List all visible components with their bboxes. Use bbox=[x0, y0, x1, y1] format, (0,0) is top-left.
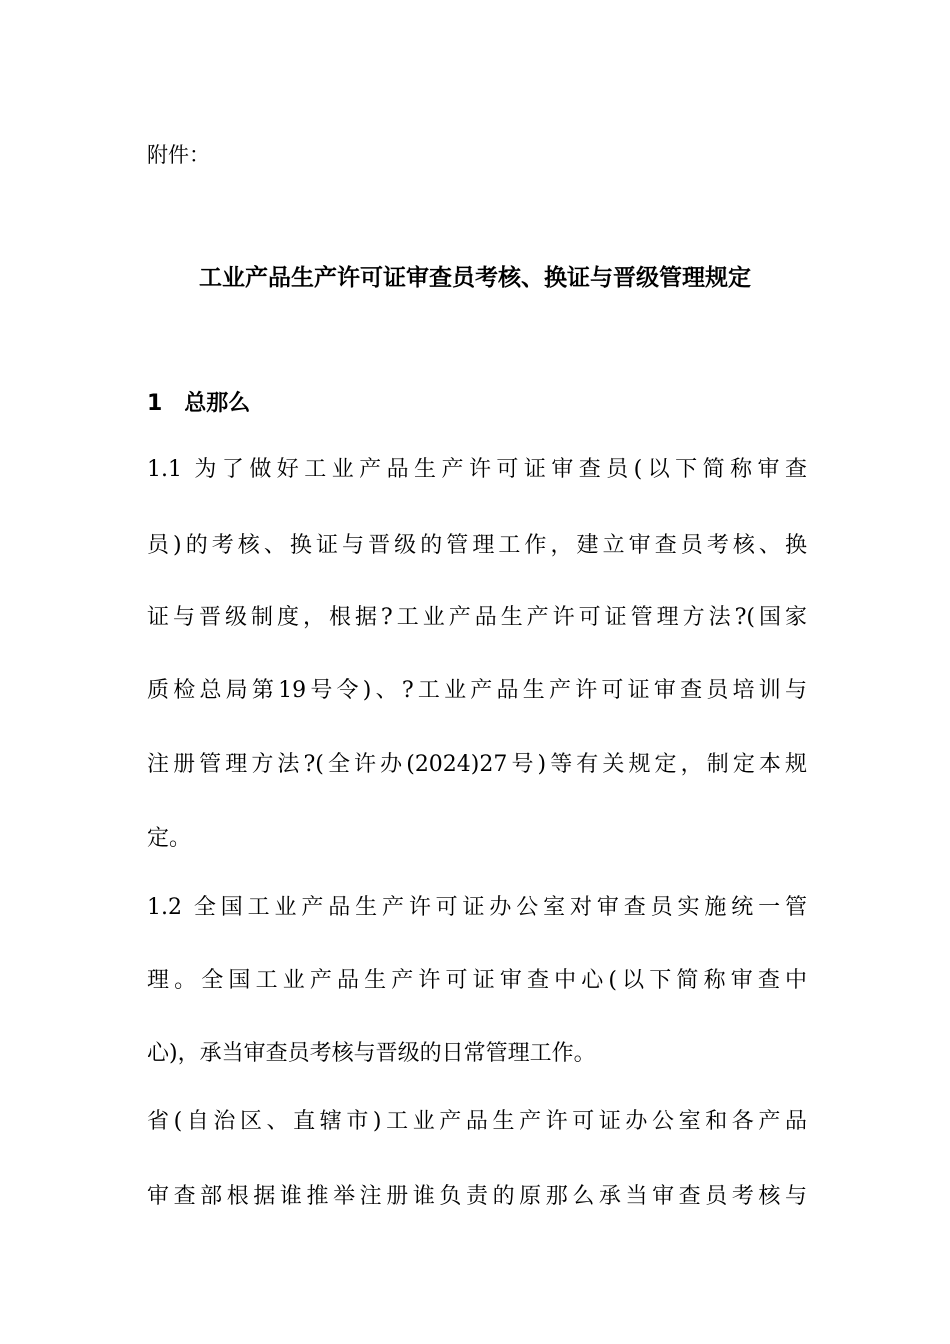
paragraph-line: 定。 bbox=[147, 826, 192, 851]
document-title: 工业产品生产许可证审查员考核、换证与晋级管理规定 bbox=[199, 265, 751, 291]
paragraph-line: 心)，承当审查员考核与晋级的日常管理工作。 bbox=[147, 1041, 596, 1066]
paragraph-line: 质检总局第19号令)、?工业产品生产许可证审查员培训与 bbox=[147, 678, 807, 703]
paragraph-line: 1.1 为了做好工业产品生产许可证审查员(以下简称审查 bbox=[147, 457, 807, 482]
attachment-label: 附件： bbox=[147, 143, 210, 167]
paragraph-line: 省(自治区、直辖市)工业产品生产许可证办公室和各产品 bbox=[147, 1109, 807, 1134]
paragraph-line: 1.2 全国工业产品生产许可证办公室对审查员实施统一管 bbox=[147, 895, 807, 920]
paragraph-line: 审查部根据谁推举注册谁负责的原那么承当审查员考核与 bbox=[147, 1184, 807, 1209]
paragraph-line: 注册管理方法?(全许办(2024)27号)等有关规定，制定本规 bbox=[147, 752, 807, 777]
paragraph-line: 员)的考核、换证与晋级的管理工作，建立审查员考核、换 bbox=[147, 533, 807, 558]
section-heading: 1 总那么 bbox=[147, 391, 251, 416]
paragraph-line: 证与晋级制度，根据?工业产品生产许可证管理方法?(国家 bbox=[147, 605, 807, 630]
paragraph-line: 理。全国工业产品生产许可证审查中心(以下简称审查中 bbox=[147, 968, 807, 993]
